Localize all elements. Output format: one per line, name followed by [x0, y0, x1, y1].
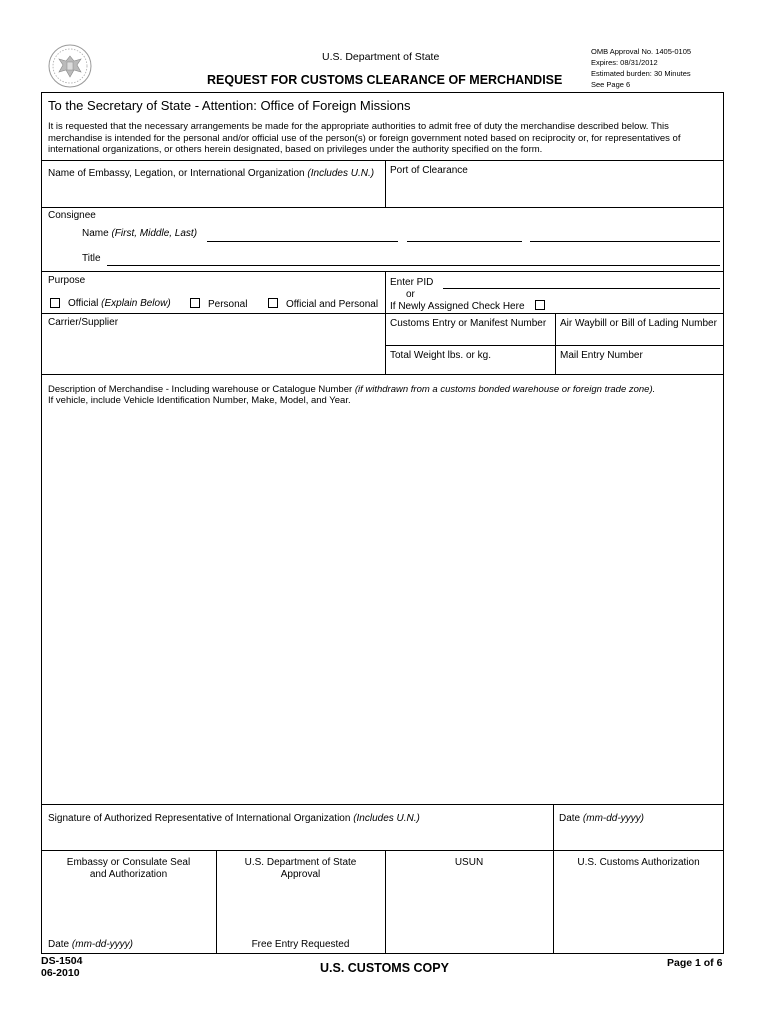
carrier-supplier-label: Carrier/Supplier	[48, 317, 119, 328]
omb-expires: Expires: 08/31/2012	[591, 58, 658, 67]
signature-date-label: Date (mm-dd-yyyy)	[559, 813, 645, 824]
bottom-date-label: Date (mm-dd-yyyy)	[48, 939, 134, 950]
description-field[interactable]	[45, 410, 720, 800]
consignee-label: Consignee	[48, 210, 96, 221]
last-name-field[interactable]	[530, 241, 720, 242]
customs-entry-label: Customs Entry or Manifest Number	[390, 318, 547, 329]
state-department-seal-icon	[48, 44, 92, 88]
seal-authorization-label-1: Embassy or Consulate Seal	[66, 857, 191, 868]
personal-label: Personal	[208, 299, 248, 310]
title-label: Title	[82, 253, 101, 264]
newly-assigned-label: If Newly Assigned Check Here	[390, 301, 525, 312]
department-name: U.S. Department of State	[322, 51, 440, 63]
free-entry-label: Free Entry Requested	[251, 939, 350, 950]
omb-burden: Estimated burden: 30 Minutes	[591, 69, 691, 78]
total-weight-label: Total Weight lbs. or kg.	[390, 350, 491, 361]
official-and-personal-checkbox[interactable]	[268, 298, 278, 308]
official-and-personal-label: Official and Personal	[286, 299, 379, 310]
intro-text: It is requested that the necessary arrangements be made for the appropriate authorities to admit free of duty the merchandise described below. This merchandise is intended for the personal and/or official use of the person(s) or foreign government noted based on reciprocity or, for representatives of international organizations, or others herein designated, based on privileges under the authority specified on the form.	[48, 121, 681, 155]
omb-approval: OMB Approval No. 1405-0105	[591, 47, 692, 56]
official-label: Official (Explain Below)	[68, 298, 171, 309]
air-waybill-label: Air Waybill or Bill of Lading Number	[560, 318, 717, 329]
form-revision-date: 06-2010	[41, 967, 80, 979]
signature-label: Signature of Authorized Representative of International Organization (Includes U.N.)	[48, 813, 420, 824]
personal-checkbox[interactable]	[190, 298, 200, 308]
or-label: or	[406, 289, 415, 300]
newly-assigned-checkbox[interactable]	[535, 300, 545, 310]
middle-name-field[interactable]	[407, 241, 522, 242]
name-label: Name (First, Middle, Last)	[82, 228, 198, 239]
pid-field[interactable]	[443, 288, 720, 289]
dos-approval-label-2: Approval	[280, 869, 321, 880]
form-number: DS-1504	[41, 955, 83, 967]
description-vehicle-label: If vehicle, include Vehicle Identification Number, Make, Model, and Year.	[48, 395, 351, 406]
embassy-name-label: Name of Embassy, Legation, or International Organization (Includes U.N.)	[48, 168, 375, 179]
title-field[interactable]	[107, 265, 720, 266]
customs-authorization-label: U.S. Customs Authorization	[577, 857, 700, 868]
copy-label: U.S. CUSTOMS COPY	[320, 961, 449, 975]
official-checkbox[interactable]	[50, 298, 60, 308]
enter-pid-label: Enter PID	[390, 277, 434, 288]
usun-label: USUN	[454, 857, 484, 868]
purpose-label: Purpose	[48, 275, 86, 286]
first-name-field[interactable]	[207, 241, 398, 242]
omb-see-page: See Page 6	[591, 80, 631, 89]
port-of-clearance-label: Port of Clearance	[390, 165, 468, 176]
mail-entry-label: Mail Entry Number	[560, 350, 643, 361]
page-number: Page 1 of 6	[667, 957, 723, 969]
seal-authorization-label-2: and Authorization	[89, 869, 168, 880]
dos-approval-label-1: U.S. Department of State	[244, 857, 357, 868]
description-label: Description of Merchandise - Including warehouse or Catalogue Number (if withdrawn from a customs bonded warehouse or foreign trade zone).	[48, 384, 656, 395]
addressee-heading: To the Secretary of State - Attention: Office of Foreign Missions	[48, 98, 411, 113]
form-title: REQUEST FOR CUSTOMS CLEARANCE OF MERCHANDISE	[207, 73, 563, 87]
